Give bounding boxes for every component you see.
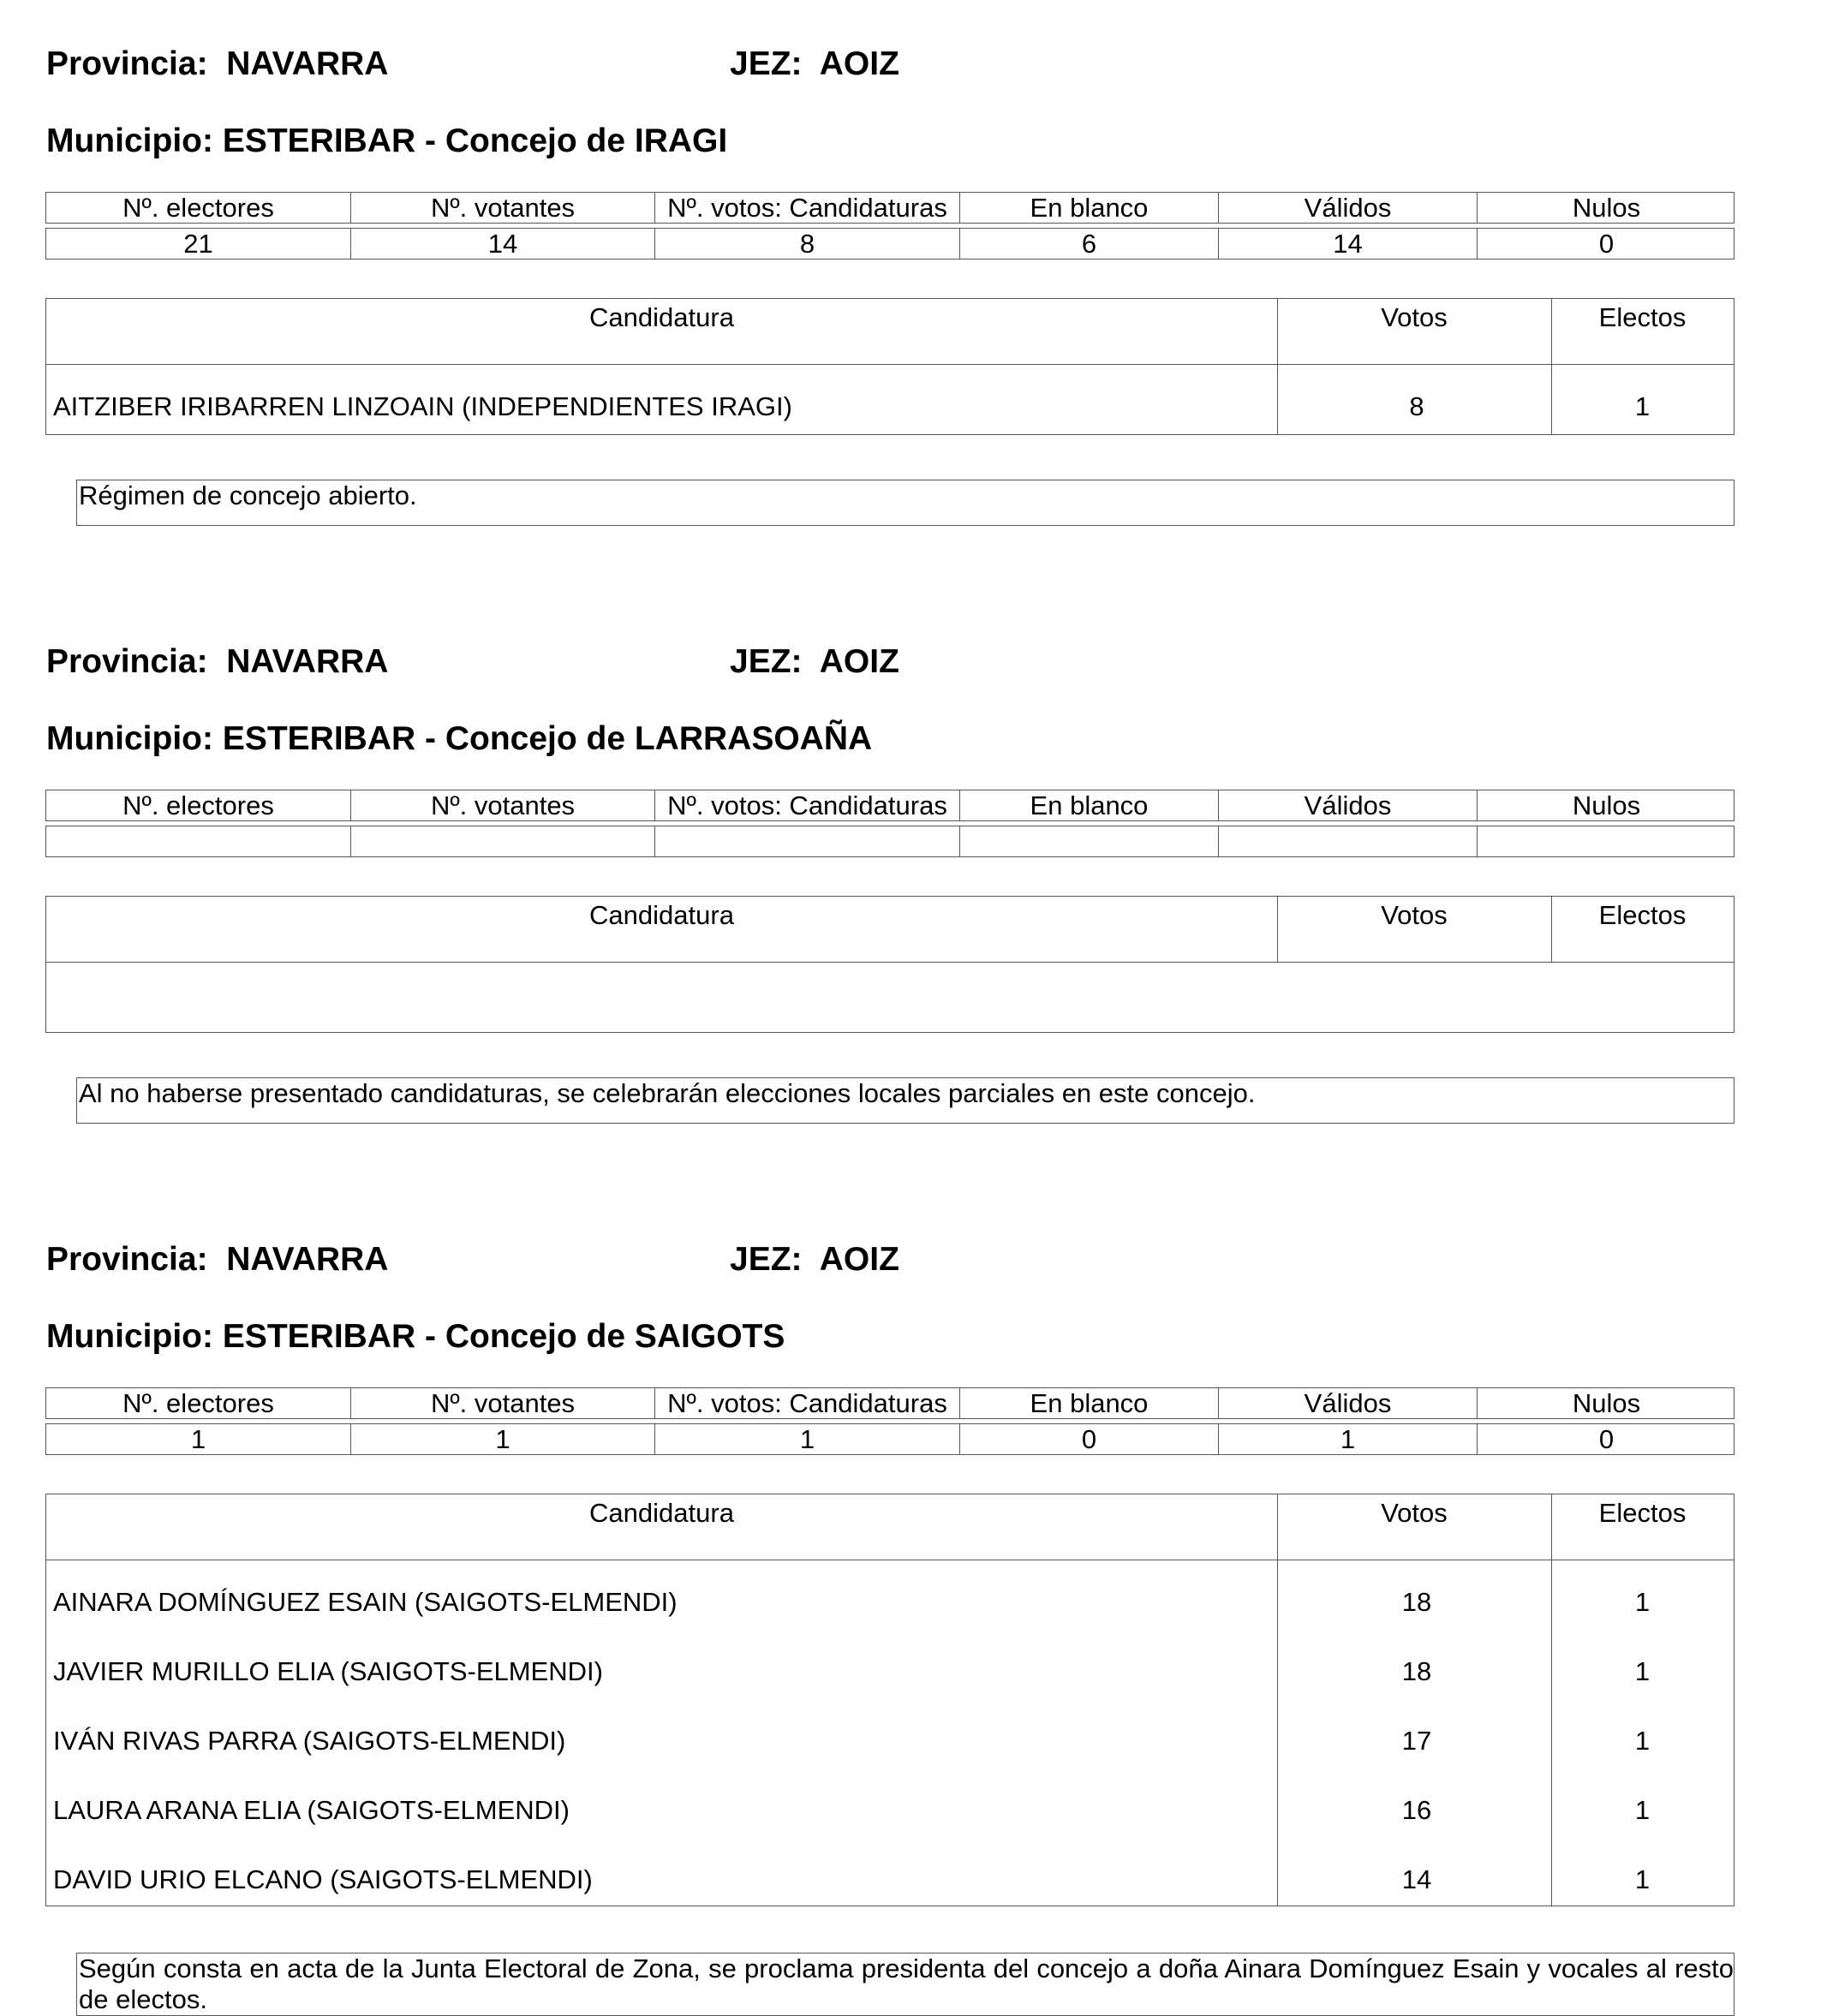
candidates-table	[45, 1494, 1734, 1906]
stats-value-electores: 1	[46, 1424, 351, 1454]
stats-header-en-blanco: En blanco	[960, 1388, 1219, 1418]
jez-line	[730, 1240, 899, 1279]
note-box: Régimen de concejo abierto.	[76, 480, 1734, 526]
stats-value-votos-candidaturas	[655, 826, 960, 856]
stats-value-votos-candidaturas: 1	[655, 1424, 960, 1454]
note-box: Según consta en acta de la Junta Electoral de Zona, se proclama presidenta del concejo a doña Ainara Domínguez Esain y vocales al resto de electos.	[76, 1953, 1734, 2016]
electos-header: Electos	[1598, 900, 1687, 930]
stats-header-validos: Válidos	[1219, 193, 1478, 223]
candidate-electos: 1	[1634, 1864, 1651, 1894]
col-divider	[1277, 1494, 1278, 1906]
stats-value-nulos: 0	[1598, 229, 1615, 259]
candidatura-header: Candidatura	[589, 900, 734, 930]
provincia-line	[46, 45, 388, 84]
stats-header-row	[45, 790, 1734, 821]
stats-value-row	[45, 826, 1734, 857]
votos-header: Votos	[1381, 302, 1448, 332]
candidate-name: AITZIBER IRIBARREN LINZOAIN (INDEPENDIENTES IRAGI)	[53, 391, 792, 421]
jez-value: AOIZ	[819, 1241, 899, 1278]
candidate-name: LAURA ARANA ELIA (SAIGOTS-ELMENDI)	[53, 1795, 570, 1825]
candidate-votos: 18	[1401, 1587, 1432, 1617]
candidate-votos: 8	[1409, 391, 1424, 421]
provincia-label: Provincia:	[46, 1241, 208, 1278]
stats-header-votantes: Nº. votantes	[351, 790, 655, 820]
provincia-label: Provincia:	[46, 45, 208, 82]
stats-header-row	[45, 192, 1734, 224]
stats-header-nulos: Nulos	[1572, 790, 1641, 820]
stats-header-electores: Nº. electores	[46, 790, 351, 820]
stats-header-row	[45, 1387, 1734, 1419]
stats-value-validos	[1219, 826, 1478, 856]
stats-value-en-blanco	[960, 826, 1219, 856]
stats-value-electores	[46, 826, 351, 856]
stats-header-en-blanco: En blanco	[960, 193, 1219, 223]
jez-value: AOIZ	[819, 45, 899, 82]
stats-header-validos: Válidos	[1219, 1388, 1478, 1418]
provincia-value: NAVARRA	[226, 643, 389, 680]
stats-header-en-blanco: En blanco	[960, 790, 1219, 820]
candidate-electos: 1	[1634, 1726, 1651, 1756]
stats-value-en-blanco: 0	[960, 1424, 1219, 1454]
stats-value-row	[45, 1423, 1734, 1455]
candidatura-header: Candidatura	[589, 1498, 734, 1528]
provincia-value: NAVARRA	[226, 1241, 389, 1278]
candidate-name: IVÁN RIVAS PARRA (SAIGOTS-ELMENDI)	[53, 1726, 566, 1756]
provincia-label: Provincia:	[46, 643, 208, 680]
stats-header-votantes: Nº. votantes	[351, 1388, 655, 1418]
stats-value-en-blanco: 6	[960, 229, 1219, 259]
votos-header: Votos	[1381, 1498, 1448, 1528]
municipio-line	[46, 1317, 785, 1357]
electos-header: Electos	[1598, 302, 1687, 332]
jez-line	[730, 642, 899, 682]
municipio-value: ESTERIBAR - Concejo de IRAGI	[222, 122, 728, 159]
municipio-line	[46, 719, 872, 759]
candidates-table	[45, 896, 1734, 1033]
stats-value-votantes: 14	[351, 229, 655, 259]
municipio-label: Municipio:	[46, 1318, 213, 1355]
candidate-name: AINARA DOMÍNGUEZ ESAIN (SAIGOTS-ELMENDI)	[53, 1587, 678, 1617]
candidate-name: JAVIER MURILLO ELIA (SAIGOTS-ELMENDI)	[53, 1656, 603, 1686]
stats-header-votantes: Nº. votantes	[351, 193, 655, 223]
provincia-value: NAVARRA	[226, 45, 389, 82]
candidate-votos: 17	[1401, 1726, 1432, 1756]
jez-value: AOIZ	[819, 643, 899, 680]
candidate-votos: 18	[1401, 1656, 1432, 1686]
jez-label: JEZ:	[730, 643, 803, 680]
stats-header-nulos: Nulos	[1572, 193, 1641, 223]
municipio-line	[46, 122, 727, 161]
candidate-name: DAVID URIO ELCANO (SAIGOTS-ELMENDI)	[53, 1864, 593, 1894]
electos-header: Electos	[1598, 1498, 1687, 1528]
jez-label: JEZ:	[730, 45, 803, 82]
stats-header-validos: Válidos	[1219, 790, 1478, 820]
candidate-votos: 16	[1401, 1795, 1432, 1825]
stats-value-nulos	[1478, 826, 1735, 856]
stats-header-electores: Nº. electores	[46, 193, 351, 223]
col-divider	[1551, 1494, 1552, 1906]
stats-value-row	[45, 228, 1734, 259]
provincia-line	[46, 1240, 388, 1279]
stats-value-validos: 1	[1219, 1424, 1478, 1454]
municipio-value: ESTERIBAR - Concejo de LARRASOAÑA	[222, 720, 873, 757]
jez-label: JEZ:	[730, 1241, 803, 1278]
votos-header: Votos	[1381, 900, 1448, 930]
header-divider	[46, 364, 1734, 365]
candidates-table	[45, 298, 1734, 435]
stats-value-votantes: 1	[351, 1424, 655, 1454]
municipio-label: Municipio:	[46, 720, 213, 757]
stats-header-votos-candidaturas: Nº. votos: Candidaturas	[655, 1388, 960, 1418]
jez-line	[730, 45, 899, 84]
candidate-electos: 1	[1634, 1587, 1651, 1617]
candidate-electos: 1	[1634, 1795, 1651, 1825]
candidate-electos: 1	[1634, 1656, 1651, 1686]
stats-value-votos-candidaturas: 8	[655, 229, 960, 259]
municipio-label: Municipio:	[46, 122, 213, 159]
stats-value-validos: 14	[1219, 229, 1478, 259]
candidate-votos: 14	[1401, 1864, 1432, 1894]
stats-value-nulos: 0	[1598, 1424, 1615, 1454]
candidate-electos: 1	[1634, 391, 1651, 421]
stats-header-nulos: Nulos	[1572, 1388, 1641, 1418]
stats-header-votos-candidaturas: Nº. votos: Candidaturas	[655, 193, 960, 223]
stats-header-votos-candidaturas: Nº. votos: Candidaturas	[655, 790, 960, 820]
municipio-value: ESTERIBAR - Concejo de SAIGOTS	[222, 1318, 785, 1355]
stats-header-electores: Nº. electores	[46, 1388, 351, 1418]
note-box: Al no haberse presentado candidaturas, se celebrarán elecciones locales parciales en este concejo.	[76, 1077, 1734, 1124]
stats-value-votantes	[351, 826, 655, 856]
stats-value-electores: 21	[46, 229, 351, 259]
provincia-line	[46, 642, 388, 682]
candidatura-header: Candidatura	[589, 302, 734, 332]
header-divider	[46, 962, 1734, 963]
